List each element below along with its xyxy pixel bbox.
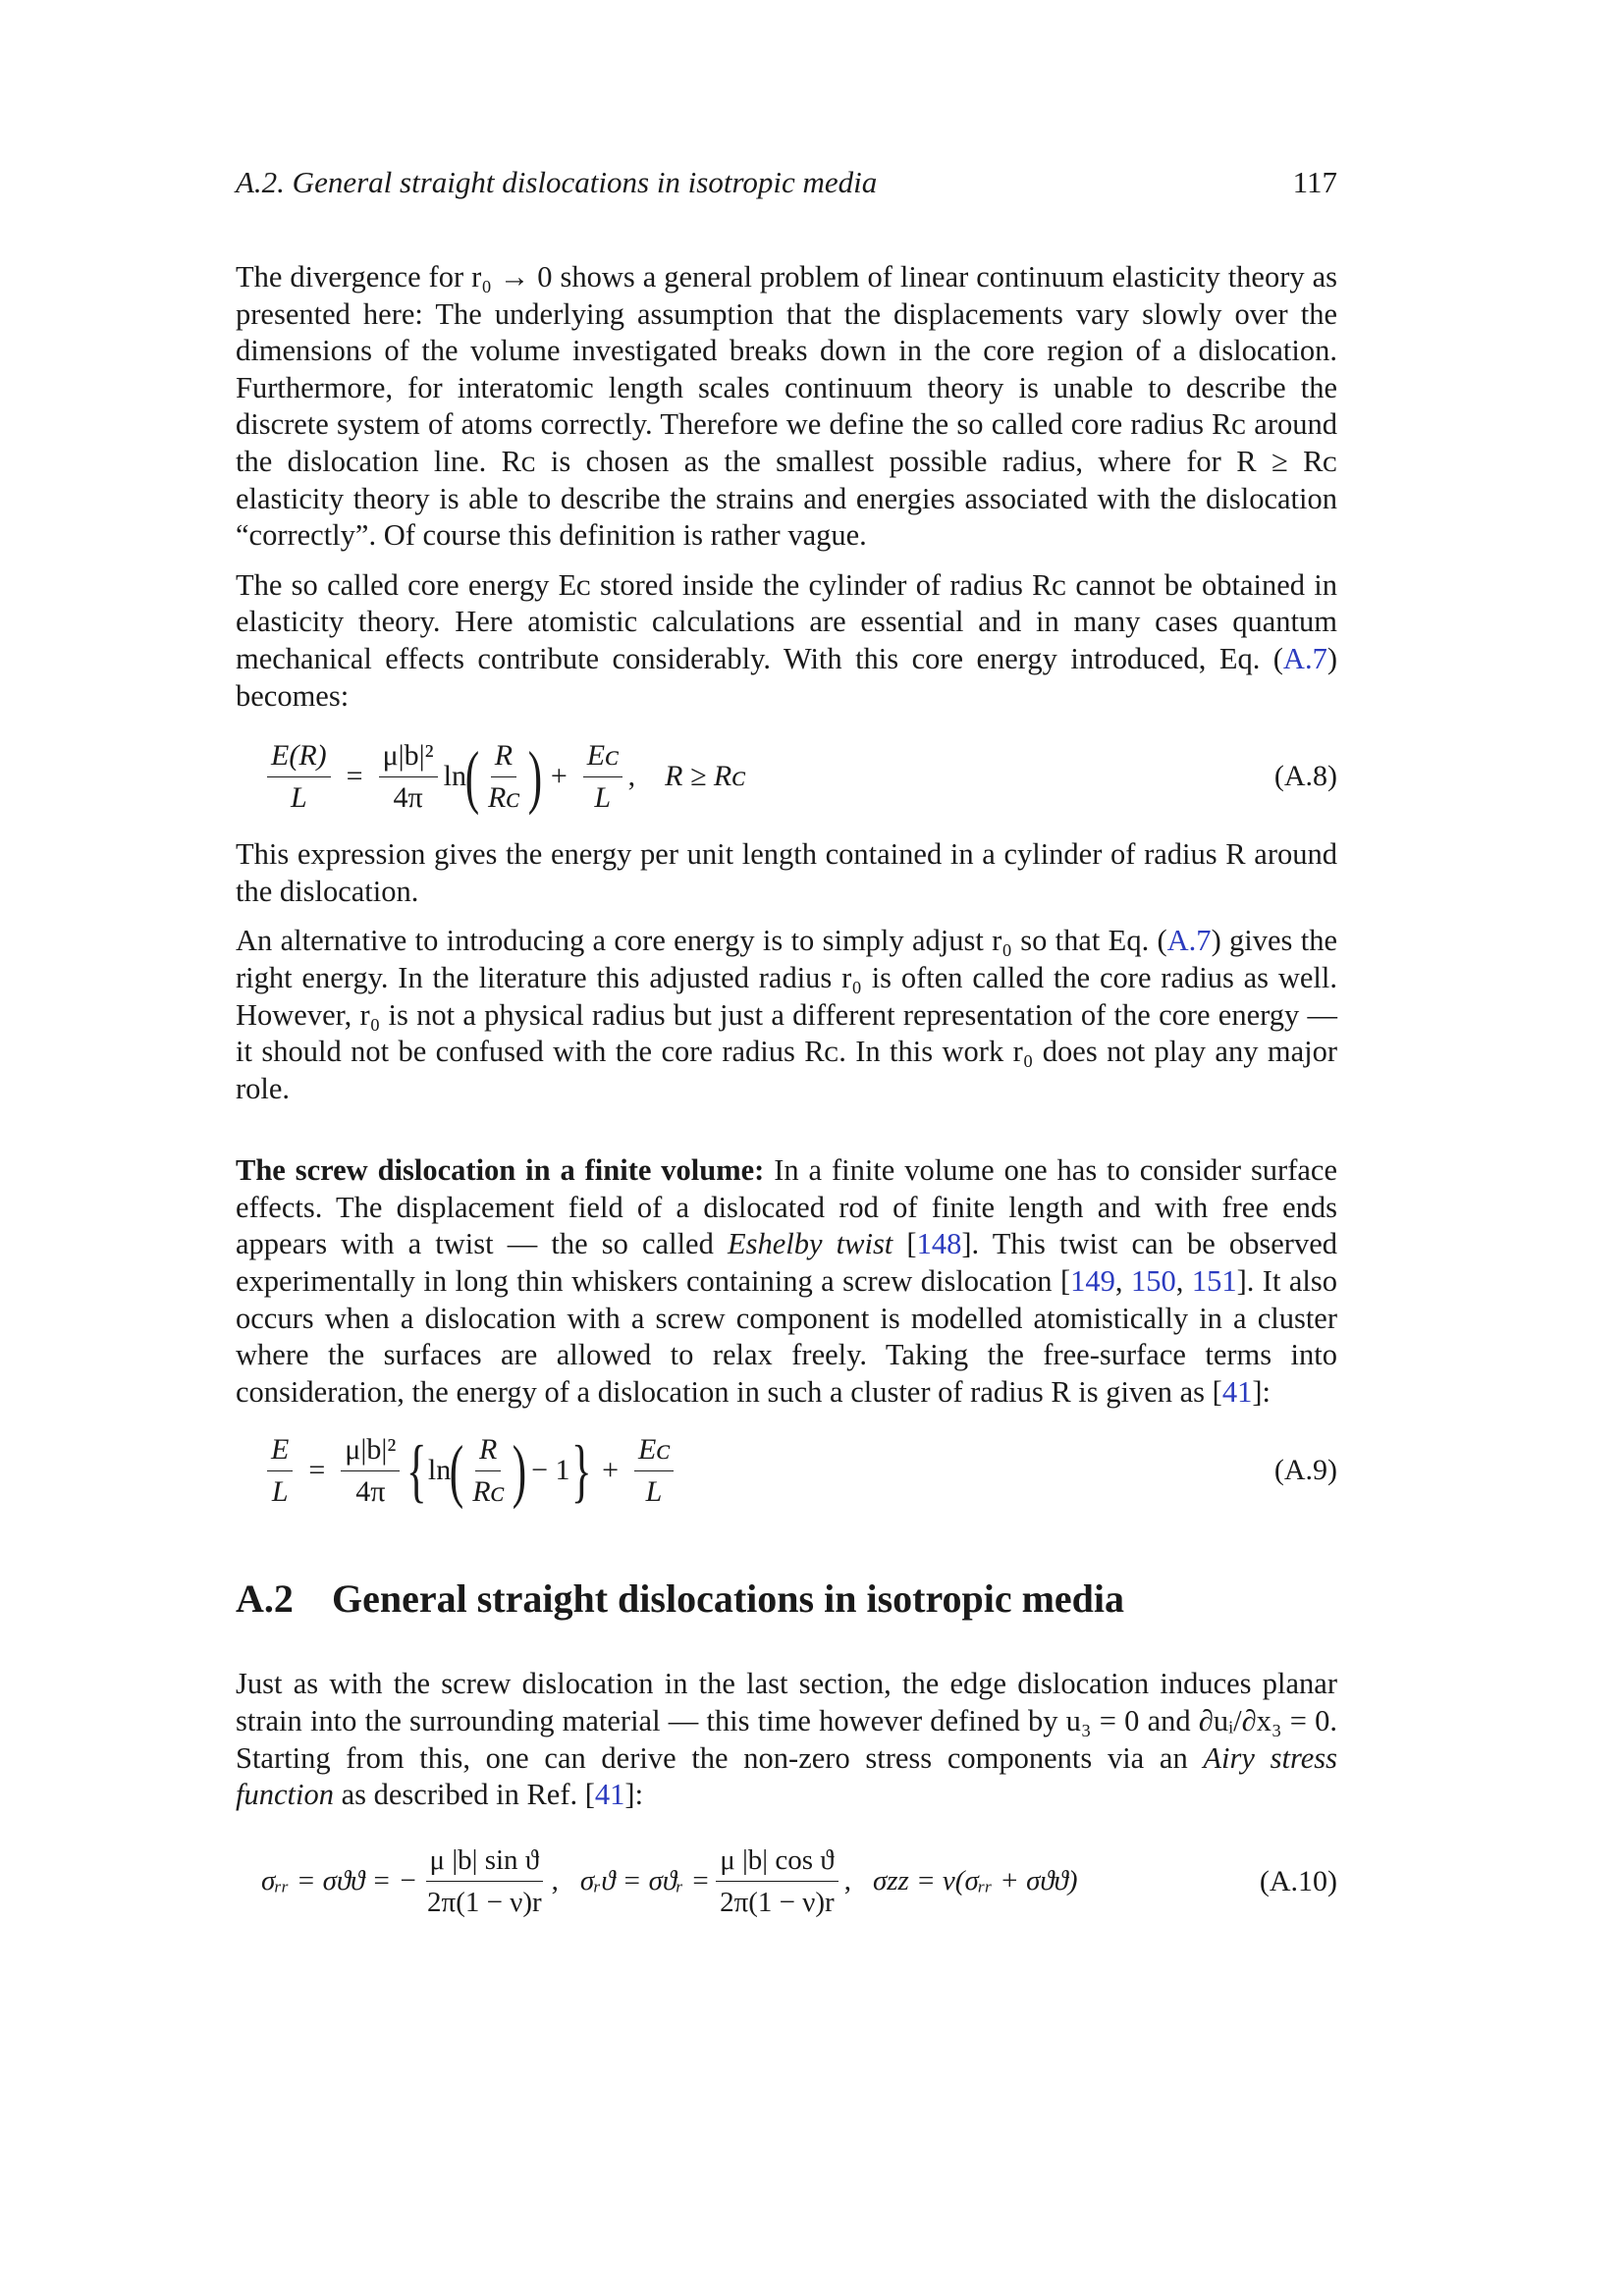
paragraph-finite-volume: The screw dislocation in a finite volume: In a finite volume one has to consider surface effects. The displacement field of a dislocated rod of finite length and with free ends appears with a twist — the so called Eshelby twist [148]. This twist can be observed experimentally in long thin whiskers containing a screw dislocation [149, 150, 151]. It also occurs when a dislocation with a screw component is modelled atomistically in a cluster where the surfaces are allowed to relax freely. Taking the free-surface terms into consideration, the energy of a dislocation in such a cluster of radius R is given as [41]: (236, 1153, 1338, 1409)
equation-ref-a7-second[interactable]: A.7 (1166, 924, 1212, 958)
paragraph-divergence: The divergence for r₀ → 0 shows a general problem of linear continuum elasticity theory as presented here: The underlying assumption that the displacements vary slowly over the dimensions of the volume investigated breaks down in the core region of a dislocation. Furthermore, for interatomic length scales continuum theory is unable to describe the discrete system of atoms correctly. Therefore we define the so called core radius Rᴄ around the dislocation line. Rᴄ is chosen as the smallest possible radius, where for R ≥ Rᴄ elasticity theory is able to describe the strains and energies associated with the dislocation “correctly”. Of course this definition is rather vague. (236, 260, 1337, 553)
eq-a10-mid: σᵣϑ = σϑᵣ = (579, 1865, 711, 1897)
eq-a10-rhs: σzz = ν(σᵣᵣ + σϑϑ) (872, 1865, 1078, 1897)
eq-a8-lhs: $\frac{E(R)}{L}$ (267, 739, 331, 815)
eq-a9-ratio: $\frac{R}{\text{Rᴄ}}$ (472, 1432, 505, 1508)
paragraph-alternative: An alternative to introducing a core energy is to simply adjust r₀ so that Eq. (A.7) gives the right energy. In the literature this adjusted radius r₀ is often called the core radius as well. However, r₀ is not a physical radius but just a different representation of the core energy — it should not be confused with the core radius Rᴄ. In this work r₀ does not play any major role. (236, 924, 1337, 1105)
section-number: A.2 (236, 1576, 294, 1622)
paragraph-edge-dislocation: Just as with the screw dislocation in the last section, the edge dislocation induces planar strain into the surrounding material — this time however defined by u₃ = 0 and ∂uᵢ/∂x₃ = 0. Starting from this, one can derive the non-zero stress components via an Airy stress function as described in Ref. [41]: (236, 1667, 1337, 1812)
eq-a8-coeff: $\frac{\text{μ|b|²}}{4\pi}$ (379, 739, 438, 815)
citation-41-second[interactable]: 41 (594, 1778, 625, 1812)
citation-150[interactable]: 150 (1131, 1264, 1176, 1299)
equation-ref-a7[interactable]: A.7 (1282, 641, 1327, 675)
eq-a9-lhs: $\frac{E}{L}$ (267, 1433, 293, 1509)
eq-a10-frac1: $\frac{\text{μ |b| sin ϑ}}{2\pi(1 - \nu)r}$ (427, 1844, 542, 1919)
citation-149[interactable]: 149 (1070, 1264, 1115, 1299)
equation-number-a8: (A.8) (1273, 760, 1337, 793)
equation-a9: $\frac{E}{L}$ = $\frac{\text{μ|b|²}}{4\pi}$ { ln ( $\frac{R}{\text{Rᴄ}}$ ) − 1 } + $\frac{\text{Eᴄ}}{L}$ (A.9) (236, 1416, 1337, 1524)
page (236, 157, 1337, 1936)
eq-a8-condition: R ≥ Rᴄ (665, 760, 745, 793)
eq-a8-core: $\frac{\text{Eᴄ}}{L}$ (583, 739, 622, 815)
equation-a10: σᵣᵣ = σϑϑ = − $\frac{\text{μ |b| sin ϑ}}{2\pi(1 - \nu)r}$ , σᵣϑ = σϑᵣ = $\frac{\text{μ |b| cos ϑ}}{2\pi(1 - \nu)r}$ , σzz = ν(σᵣᵣ + σϑϑ) (A.10) (236, 1828, 1337, 1936)
eq-a10-lhs: σᵣᵣ = σϑϑ = − (261, 1865, 418, 1897)
eq-a8-ratio: $\frac{R}{\text{Rᴄ}}$ (487, 738, 519, 814)
running-title: A.2. General straight dislocations in isotropic media (236, 165, 878, 199)
paragraph-energy-per-length: This expression gives the energy per unit length contained in a cylinder of radius R around the dislocation. (236, 837, 1337, 908)
section-heading (236, 1564, 1337, 1634)
citation-148[interactable]: 148 (916, 1227, 962, 1261)
equation-number-a10: (A.10) (1259, 1864, 1337, 1897)
page-number: 117 (1292, 165, 1337, 199)
equation-number-a9: (A.9) (1273, 1454, 1337, 1487)
paragraph-core-energy: The so called core energy Eᴄ stored inside the cylinder of radius Rᴄ cannot be obtained in elasticity theory. Here atomistic calculations are essential and in many cases quantum mechanical effects contribute considerably. With this core energy introduced, Eq. (A.7) becomes: (236, 567, 1337, 713)
citation-41[interactable]: 41 (1221, 1374, 1253, 1409)
citation-151[interactable]: 151 (1191, 1264, 1237, 1299)
runin-heading: The screw dislocation in a finite volume: (236, 1153, 765, 1188)
eq-a10-frac2: $\frac{\text{μ |b| cos ϑ}}{2\pi(1 - \nu)r}$ (716, 1843, 839, 1919)
section-title: General straight dislocations in isotropic media (332, 1576, 1125, 1622)
eq-a9-coeff: $\frac{\text{μ|b|²}}{4\pi}$ (341, 1433, 400, 1509)
running-head (236, 157, 1337, 204)
equation-a8: $\frac{E(R)}{L}$ = $\frac{\text{μ|b|²}}{4\pi}$ ln ( $\frac{R}{\text{Rᴄ}}$ ) + $\frac{\text{Eᴄ}}{L}$ , R ≥ Rᴄ (A.8) (236, 722, 1337, 830)
eq-a9-core: $\frac{\text{Eᴄ}}{L}$ (634, 1433, 674, 1509)
